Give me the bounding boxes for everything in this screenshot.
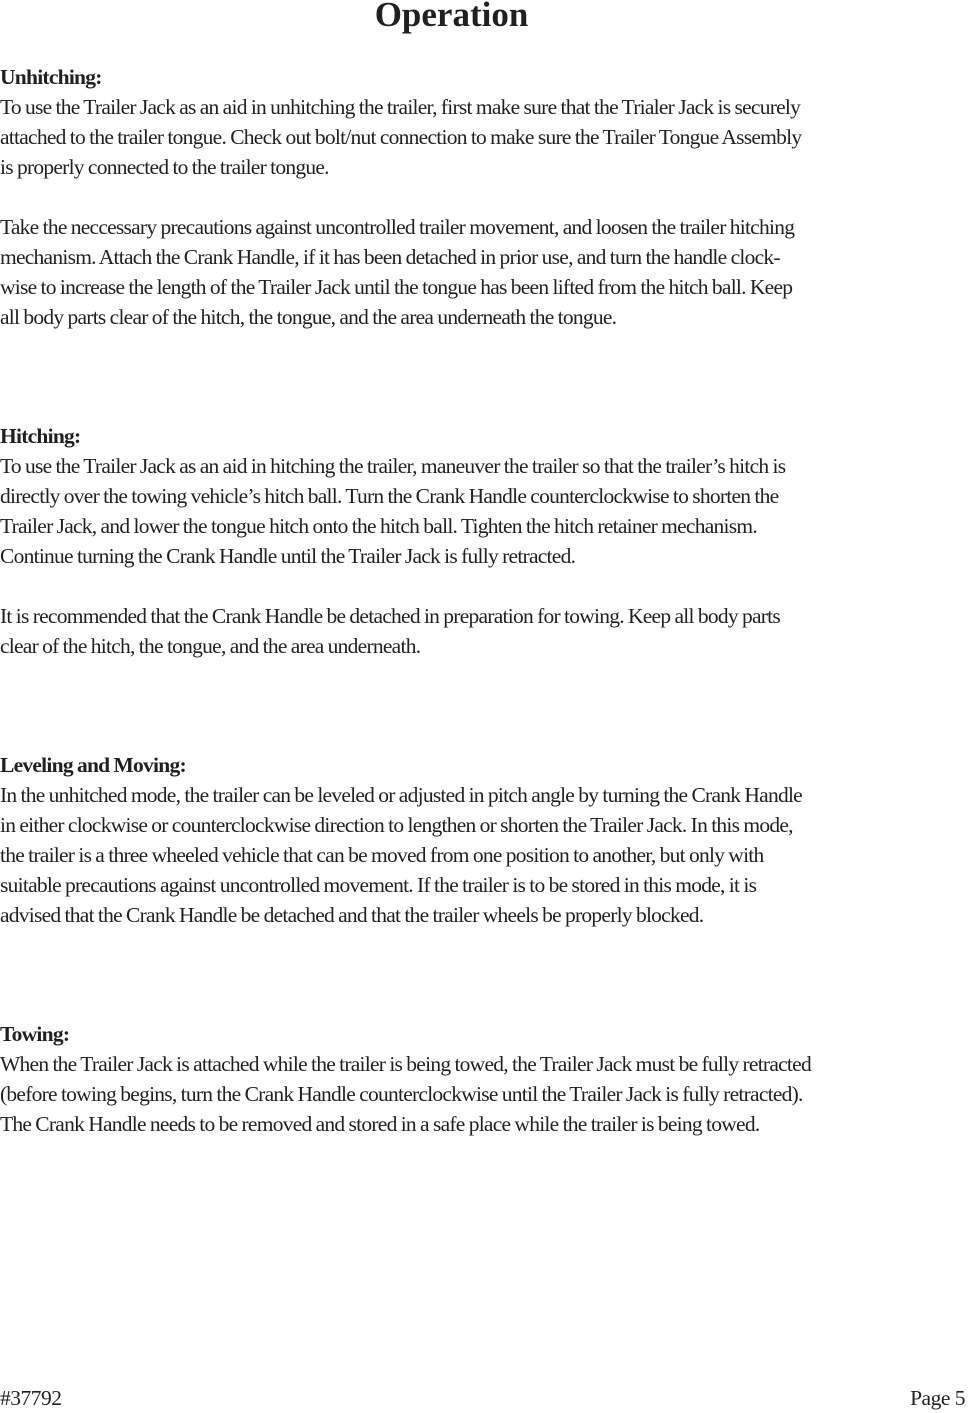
text-line: in either clockwise or counterclockwise direction to lengthen or shorten the Trailer Jack. In this mode,: [0, 813, 793, 837]
text-line: (before towing begins, turn the Crank Handle counterclockwise until the Trailer Jack is fully retracted).: [0, 1082, 803, 1106]
section-unhitching: [0, 62, 973, 332]
text-line: To use the Trailer Jack as an aid in unhitching the trailer, first make sure that the Trialer Jack is securely: [0, 95, 801, 119]
paragraph: [0, 601, 973, 661]
text-line: clear of the hitch, the tongue, and the area underneath.: [0, 634, 421, 658]
text-line: To use the Trailer Jack as an aid in hitching the trailer, maneuver the trailer so that the trailer’s hitch is: [0, 454, 786, 478]
paragraph: [0, 1049, 973, 1139]
text-line: It is recommended that the Crank Handle be detached in preparation for towing. Keep all body parts: [0, 604, 781, 628]
text-line: attached to the trailer tongue. Check out bolt/nut connection to make sure the Trailer Tongue Assembly: [0, 125, 802, 149]
paragraph: [0, 212, 973, 332]
text-line: The Crank Handle needs to be removed and stored in a safe place while the trailer is being towed.: [0, 1112, 760, 1136]
document-number: #37792: [0, 1386, 62, 1410]
page-title: Operation: [374, 0, 529, 34]
paragraph: [0, 451, 973, 571]
section-hitching: [0, 421, 973, 661]
page-number: Page 5: [910, 1386, 965, 1410]
section-heading: Leveling and Moving:: [0, 753, 186, 777]
section-heading: Unhitching:: [0, 65, 102, 89]
paragraph: [0, 92, 973, 182]
section-leveling-and-moving: [0, 750, 973, 930]
section-heading: Towing:: [0, 1022, 70, 1046]
text-line: is properly connected to the trailer tongue.: [0, 155, 329, 179]
text-line: When the Trailer Jack is attached while the trailer is being towed, the Trailer Jack must be fully retracted: [0, 1052, 811, 1076]
text-line: mechanism. Attach the Crank Handle, if it has been detached in prior use, and turn the handle clock-: [0, 245, 780, 269]
text-line: all body parts clear of the hitch, the tongue, and the area underneath the tongue.: [0, 305, 617, 329]
text-line: suitable precautions against uncontrolled movement. If the trailer is to be stored in this mode, it is: [0, 873, 757, 897]
text-line: Take the neccessary precautions against uncontrolled trailer movement, and loosen the trailer hitching: [0, 215, 795, 239]
section-heading: Hitching:: [0, 424, 81, 448]
text-line: directly over the towing vehicle’s hitch ball. Turn the Crank Handle counterclockwise to shorten the: [0, 484, 779, 508]
paragraph: [0, 780, 973, 930]
section-towing: [0, 1019, 973, 1139]
text-line: Continue turning the Crank Handle until the Trailer Jack is fully retracted.: [0, 544, 576, 568]
text-line: the trailer is a three wheeled vehicle that can be moved from one position to another, but only with: [0, 843, 764, 867]
text-line: advised that the Crank Handle be detached and that the trailer wheels be properly blocked.: [0, 903, 704, 927]
text-line: In the unhitched mode, the trailer can be leveled or adjusted in pitch angle by turning the Crank Handle: [0, 783, 802, 807]
text-line: Trailer Jack, and lower the tongue hitch onto the hitch ball. Tighten the hitch retainer mechanism.: [0, 514, 757, 538]
text-line: wise to increase the length of the Trailer Jack until the tongue has been lifted from the hitch ball. Keep: [0, 275, 793, 299]
